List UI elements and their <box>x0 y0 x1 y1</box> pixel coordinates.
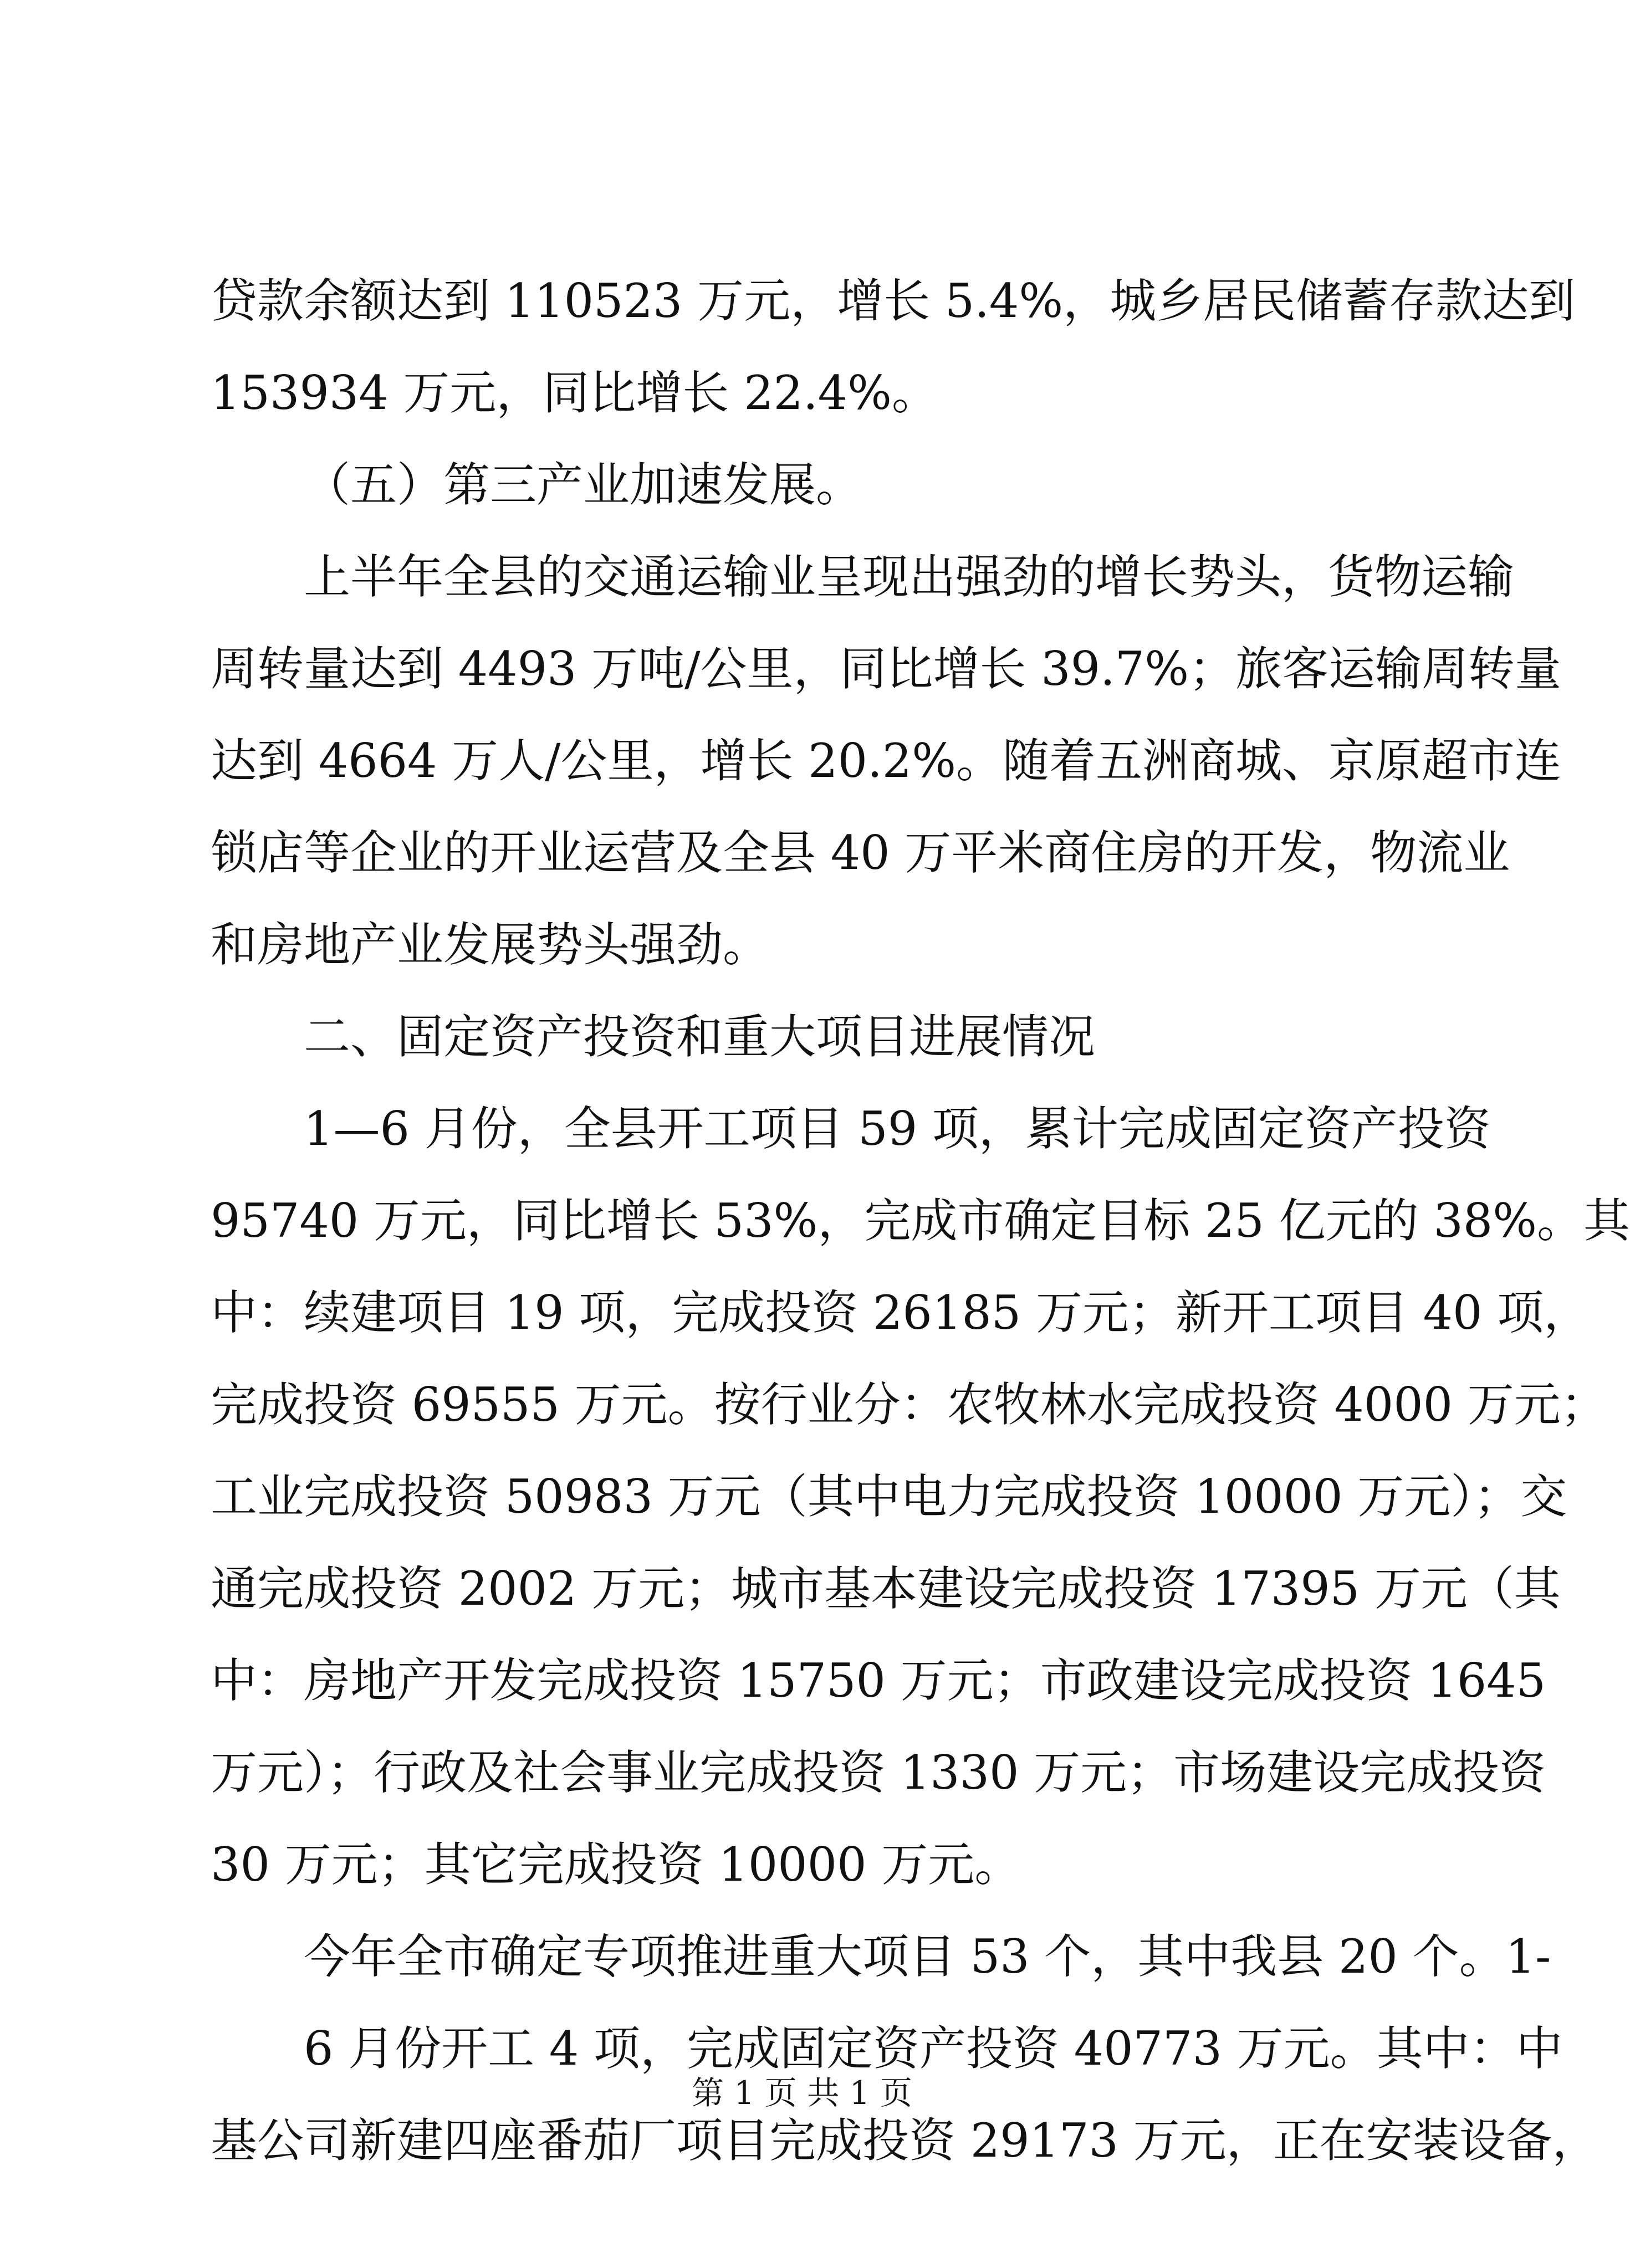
page-footer: 第 1 页 共 1 页 <box>692 2074 912 2112</box>
text-line: 1—6 月份，全县开工项目 59 项，累计完成固定资产投资 <box>304 1102 1491 1156</box>
text-line: 完成投资 69555 万元。按行业分：农牧林水完成投资 4000 万元； <box>211 1378 1607 1432</box>
text-line: 贷款余额达到 110523 万元，增长 5.4%，城乡居民储蓄存款达到 <box>211 274 1576 328</box>
text-line: 6 月份开工 4 项，完成固定资产投资 40773 万元。其中：中 <box>304 2021 1563 2076</box>
text-line: 锁店等企业的开业运营及全县 40 万平米商住房的开发，物流业 <box>211 826 1510 880</box>
text-line: 工业完成投资 50983 万元（其中电力完成投资 10000 万元）；交 <box>211 1470 1567 1524</box>
text-line: 中：房地产开发完成投资 15750 万元；市政建设完成投资 1645 <box>211 1653 1546 1708</box>
text-line: 和房地产业发展势头强劲。 <box>211 918 770 972</box>
text-line: 153934 万元，同比增长 22.4%。 <box>211 366 938 420</box>
text-line: 30 万元；其它完成投资 10000 万元。 <box>211 1837 1021 1892</box>
document-body <box>211 255 1630 2187</box>
section-heading: 二、固定资产投资和重大项目进展情况 <box>304 1010 1096 1064</box>
text-line: 中：续建项目 19 项，完成投资 26185 万元；新开工项目 40 项， <box>211 1286 1591 1340</box>
text-line: 上半年全县的交通运输业呈现出强劲的增长势头，货物运输 <box>304 550 1515 604</box>
text-line: 周转量达到 4493 万吨/公里，同比增长 39.7%；旅客运输周转量 <box>211 642 1562 696</box>
text-line: 95740 万元，同比增长 53%，完成市确定目标 25 亿元的 38%。其 <box>211 1194 1630 1248</box>
text-line: 基公司新建四座番茄厂项目完成投资 29173 万元，正在安装设备， <box>211 2113 1599 2168</box>
text-line: 通完成投资 2002 万元；城市基本建设完成投资 17395 万元（其 <box>211 1562 1561 1616</box>
section-heading: （五）第三产业加速发展。 <box>304 458 863 512</box>
text-line: 万元）；行政及社会事业完成投资 1330 万元；市场建设完成投资 <box>211 1745 1546 1800</box>
text-line: 今年全市确定专项推进重大项目 53 个，其中我县 20 个。1- <box>304 1929 1551 1984</box>
text-line: 达到 4664 万人/公里，增长 20.2%。随着五洲商城、京原超市连 <box>211 734 1562 788</box>
